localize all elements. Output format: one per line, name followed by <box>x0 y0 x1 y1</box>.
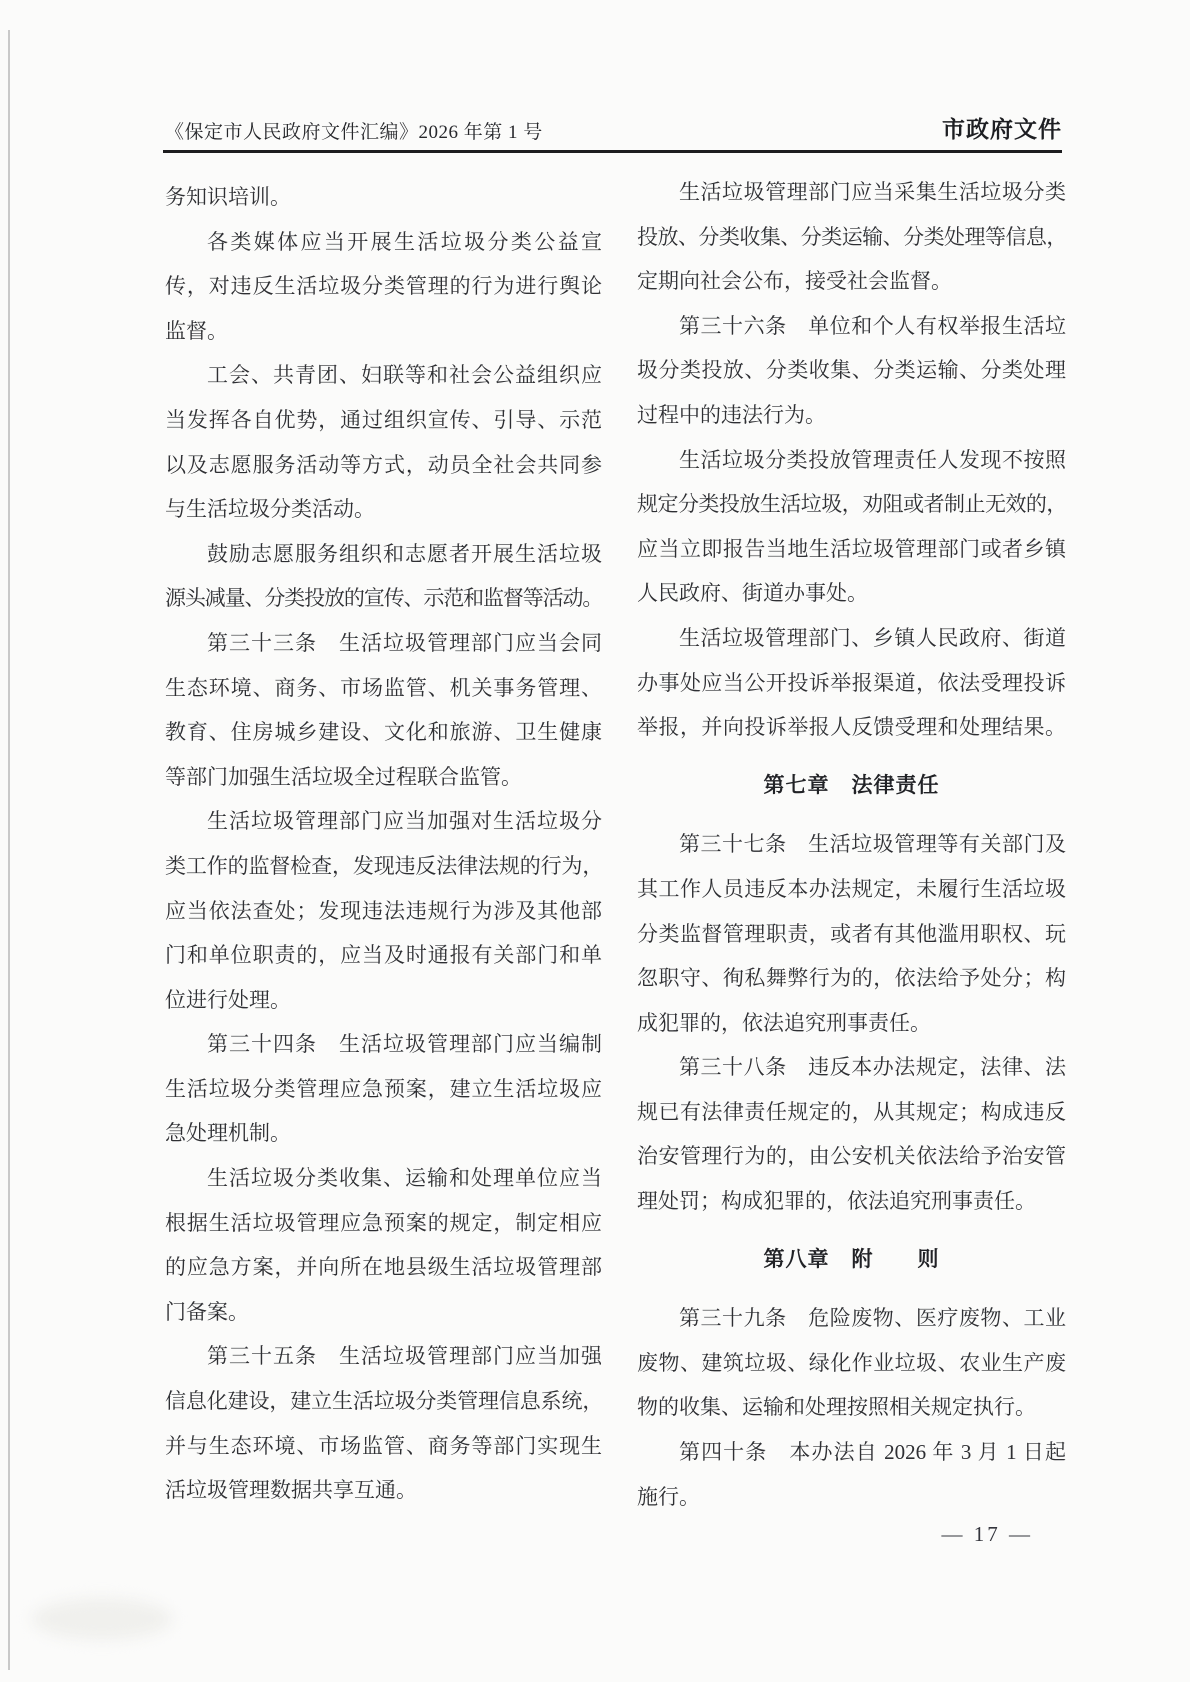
text-line: 生活垃圾管理部门应当加强对生活垃圾分 <box>207 809 602 834</box>
text-line: 监督。 <box>165 318 228 343</box>
text-line: 第三十七条 生活垃圾管理等有关部门及 <box>679 832 1066 857</box>
text-line: 其工作人员违反本办法规定，未履行生活垃圾 <box>637 876 1066 901</box>
chapter-heading: 第八章 附 则 <box>763 1247 940 1271</box>
text-line: 并与生态环境、市场监管、商务等部门实现生 <box>165 1433 602 1458</box>
text-line: 圾分类投放、分类收集、分类运输、分类处理 <box>637 358 1066 383</box>
text-line: 急处理机制。 <box>165 1121 291 1146</box>
text-line: 物的收集、运输和处理按照相关规定执行。 <box>637 1395 1036 1420</box>
text-line: 等部门加强生活垃圾全过程联合监管。 <box>165 764 522 789</box>
scan-edge-line <box>8 30 10 1670</box>
text-line: 教育、住房城乡建设、文化和旅游、卫生健康 <box>165 720 602 745</box>
header-document-type: 市政府文件 <box>942 116 1062 142</box>
text-line: 鼓励志愿服务组织和志愿者开展生活垃圾 <box>207 541 602 566</box>
text-line: 以及志愿服务活动等方式，动员全社会共同参 <box>165 452 602 477</box>
text-line: 规定分类投放生活垃圾，劝阻或者制止无效的， <box>637 492 1066 517</box>
text-line: 与生活垃圾分类活动。 <box>165 497 375 522</box>
text-line: 工会、共青团、妇联等和社会公益组织应 <box>207 363 602 388</box>
text-line: 废物、建筑垃圾、绿化作业垃圾、农业生产废 <box>637 1350 1066 1375</box>
text-line: 信息化建设，建立生活垃圾分类管理信息系统， <box>165 1389 602 1414</box>
text-line: 治安管理行为的，由公安机关依法给予治安管 <box>637 1144 1066 1169</box>
text-line: 传，对违反生活垃圾分类管理的行为进行舆论 <box>165 274 602 299</box>
text-line: 成犯罪的，依法追究刑事责任。 <box>637 1010 931 1035</box>
text-line: 应当立即报告当地生活垃圾管理部门或者乡镇 <box>637 536 1066 561</box>
text-line: 施行。 <box>637 1484 700 1509</box>
text-line: 定期向社会公布，接受社会监督。 <box>637 269 952 294</box>
text-line: 务知识培训。 <box>165 185 291 209</box>
page-header <box>165 106 1062 144</box>
page-number: — 17 — <box>941 1522 1033 1546</box>
text-line: 忽职守、徇私舞弊行为的，依法给予处分；构 <box>637 966 1066 991</box>
text-line: 活垃圾管理数据共享互通。 <box>165 1478 417 1503</box>
text-line: 规已有法律责任规定的，从其规定；构成违反 <box>637 1099 1066 1124</box>
right-column <box>637 170 1066 1519</box>
text-line: 分类监督管理职责，或者有其他滥用职权、玩 <box>637 921 1066 946</box>
text-line: 当发挥各自优势，通过组织宣传、引导、示范 <box>165 407 602 432</box>
header-compilation-title: 《保定市人民政府文件汇编》2026 年第 1 号 <box>165 122 543 143</box>
text-line: 举报，并向投诉举报人反馈受理和处理结果。 <box>637 715 1066 740</box>
text-line: 应当依法查处；发现违法违规行为涉及其他部 <box>165 898 602 923</box>
text-line: 人民政府、街道办事处。 <box>637 581 868 606</box>
text-line: 生态环境、商务、市场监管、机关事务管理、 <box>165 675 602 700</box>
text-line: 位进行处理。 <box>165 987 291 1012</box>
chapter-heading: 第七章 法律责任 <box>763 773 940 797</box>
text-line: 根据生活垃圾管理应急预案的规定，制定相应 <box>165 1210 602 1235</box>
text-line: 类工作的监督检查，发现违反法律法规的行为， <box>165 853 602 878</box>
text-line: 第三十八条 违反本办法规定，法律、法 <box>679 1055 1066 1080</box>
text-line: 投放、分类收集、分类运输、分类处理等信息， <box>637 224 1066 249</box>
text-line: 源头减量、分类投放的宣传、示范和监督等活动。 <box>165 586 602 611</box>
text-line: 生活垃圾管理部门应当采集生活垃圾分类 <box>679 180 1066 204</box>
scan-smudge <box>32 1598 172 1640</box>
left-column <box>165 175 602 1513</box>
text-line: 生活垃圾管理部门、乡镇人民政府、街道 <box>679 625 1066 650</box>
text-line: 理处罚；构成犯罪的，依法追究刑事责任。 <box>637 1189 1036 1214</box>
header-rule <box>163 150 1062 153</box>
text-line: 第三十五条 生活垃圾管理部门应当加强 <box>207 1344 602 1369</box>
text-line: 第三十四条 生活垃圾管理部门应当编制 <box>207 1032 602 1057</box>
text-line: 生活垃圾分类投放管理责任人发现不按照 <box>679 447 1066 472</box>
text-line: 第三十三条 生活垃圾管理部门应当会同 <box>207 630 602 655</box>
text-line: 生活垃圾分类收集、运输和处理单位应当 <box>207 1166 602 1191</box>
text-line: 的应急方案，并向所在地县级生活垃圾管理部 <box>165 1255 602 1280</box>
text-line: 各类媒体应当开展生活垃圾分类公益宣 <box>207 229 602 254</box>
text-line: 门备案。 <box>165 1299 249 1324</box>
text-line: 办事处应当公开投诉举报渠道，依法受理投诉 <box>637 670 1066 695</box>
text-line: 生活垃圾分类管理应急预案，建立生活垃圾应 <box>165 1076 602 1101</box>
text-line: 第三十九条 危险废物、医疗废物、工业 <box>679 1306 1066 1331</box>
text-line: 第三十六条 单位和个人有权举报生活垃 <box>679 313 1066 338</box>
text-line: 门和单位职责的，应当及时通报有关部门和单 <box>165 943 602 968</box>
text-line: 第四十条 本办法自 2026 年 3 月 1 日起 <box>679 1440 1066 1465</box>
text-line: 过程中的违法行为。 <box>637 402 826 427</box>
